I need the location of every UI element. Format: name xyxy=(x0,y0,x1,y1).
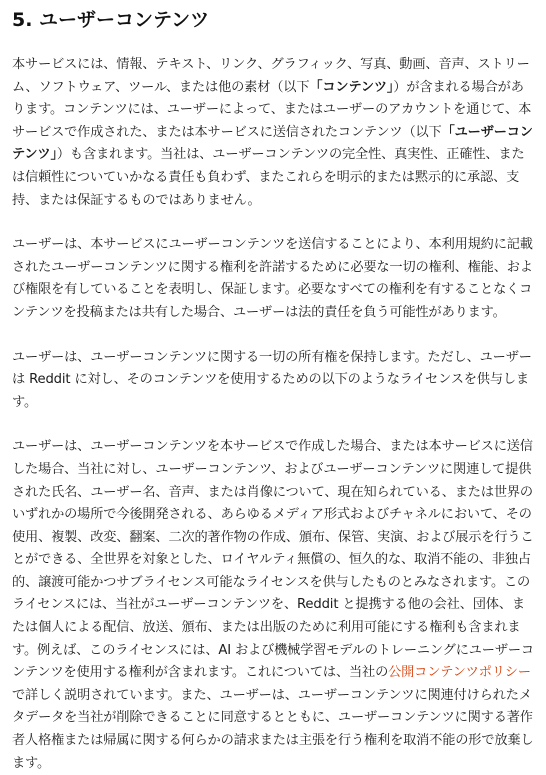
paragraph-text: で詳しく説明されています。また、ユーザーは、ユーザーコンテンツに関連付けられたメタデータを当社が削除できることに同意するとともに、ユーザーコンテンツに関する著作者人格権または帰属に関する何らかの請求または主張を行う権利を取消不能の形で放棄します。 xyxy=(12,687,534,771)
section-title: 5. ユーザーコンテンツ xyxy=(12,9,210,31)
paragraph-text: ）も含まれます。当社は、ユーザーコンテンツの完全性、真実性、正確性、または信頼性についていかなる責任も負わず、またこれらを明示的または黙示的に承認、支持、または保証するものではありません。 xyxy=(12,147,525,208)
paragraph-text: ユーザーは、ユーザーコンテンツを本サービスで作成した場合、または本サービスに送信した場合、当社に対し、ユーザーコンテンツ、およびユーザーコンテンツに関連して提供された氏名、ユーザー名、音声、または肖像について、現在知られている、または世界のいずれかの場所で今後開発される、あらゆるメディア形式およびチャネルにおいて、その使用、複製、改変、翻案、二次的著作物の作成、頒布、保管、実演、および展示を行うことができる、全世界を対象とした、ロイヤルティ無償の、恒久的な、取消不能の、非独占的、譲渡可能かつサブライセンス可能なライセンスを供与したものとみなされます。このライセンスには、当社がユーザーコンテンツを、Reddit と提携する他の会社、団体、または個人による配信、放送、頒布、または出版のために利用可能にする権利も含まれます。例えば、このライセンスには、AI および機械学習モデルのトレーニングにユーザーコンテンツを使用する権利が含まれます。これについては、当社の xyxy=(12,439,534,681)
term-user-content: 「ユーザーコンテンツ」 xyxy=(12,124,533,163)
term-content: 「コンテンツ」 xyxy=(309,79,394,95)
paragraph-content-definition xyxy=(12,54,536,212)
paragraph-text: 本サービスには、情報、テキスト、リンク、グラフィック、写真、動画、音声、ストリーム、ソフトウェア、ツール、または他の素材（以下 xyxy=(12,57,530,95)
paragraph-user-warranty: ユーザーは、本サービスにユーザーコンテンツを送信することにより、本利用規約に記載されたユーザーコンテンツに関する権利を許諾するために必要な一切の権利、権能、および権限を有していることを表明し、保証します。必要なすべての権利を有することなくコンテンツを投稿または共有した場合、ユーザーは法的責任を負う可能性があります。 xyxy=(12,237,533,320)
paragraph-license xyxy=(12,436,536,775)
public-content-policy-link[interactable]: 公開コンテンツポリシー xyxy=(388,665,531,681)
paragraph-text: ）が含まれる場合があります。コンテンツには、ユーザーによって、またはユーザーのアカウントを通じて、本サービスで作成された、または本サービスに送信されたコンテンツ（以下 xyxy=(12,79,532,140)
paragraph-ownership: ユーザーは、ユーザーコンテンツに関する一切の所有権を保持します。ただし、ユーザーは Reddit に対し、そのコンテンツを使用するための以下のようなライセンスを供与します。 xyxy=(12,349,532,410)
